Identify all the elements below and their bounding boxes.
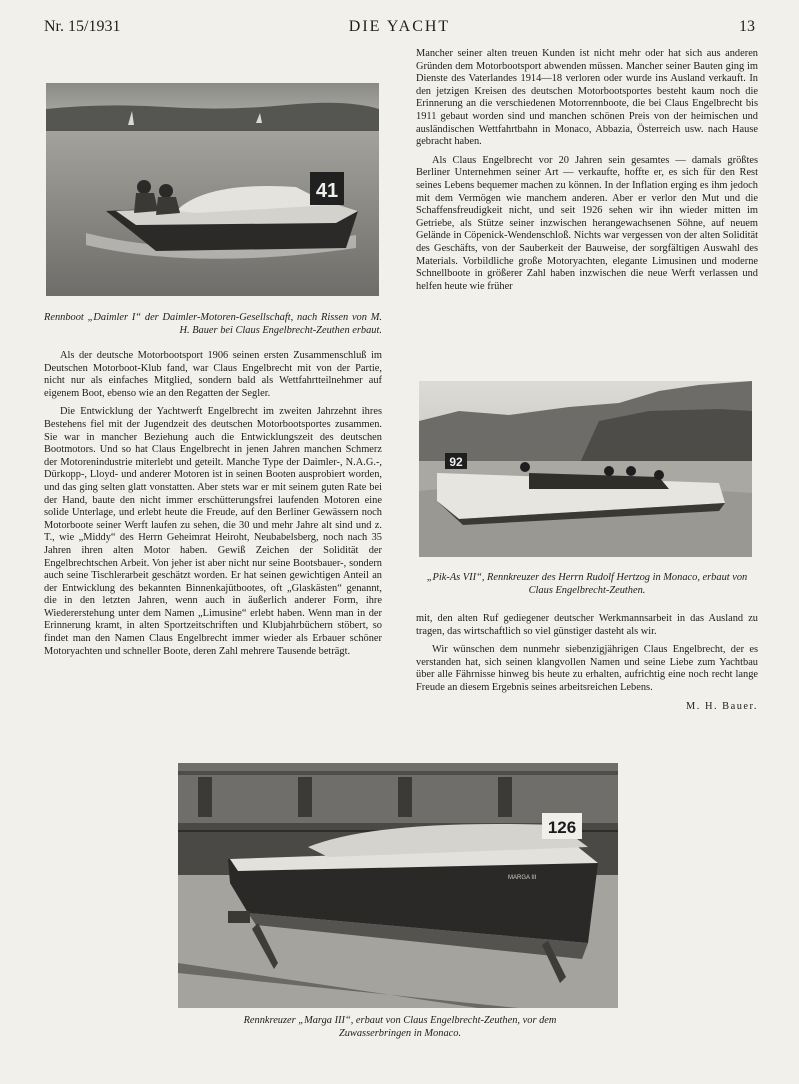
right-paragraph-2: Als Claus Engelbrecht vor 20 Jahren sein gesamtes — damals größtes Berliner Unternehmen seiner Art — verkaufte, hoffte er, es sich für den Rest seines Lebens bequemer machen zu können. In der Inflation erging es ihm jedoch mit dem Vermögen wie manchem anderen. Aber er verlor den Mut und die Schaffensfreudigkeit nicht, und seit 1926 sehen wir ihn wieder mitten im Getriebe, als Stütze seiner inzwischen herangewachsenen Söhne, auf neuem Gelände in Cöpenick-Wendenschloß. Nichts war vergessen von der alten Solidität des Geschäfts, von der Sauberkeit der Bauweise, der sorgfältigen Auswahl des Materials. Vorbildliche große Motoryachten, elegante Limusinen und moderne Schnellboote in größerer Zahl haben inzwischen die neue Werft verlassen und helfen heute wie früher [416, 154, 758, 292]
author-signature: M. H. Bauer. [686, 700, 758, 712]
caption-marga-line-2: Zuwasserbringen in Monaco. [338, 1027, 462, 1039]
caption-photo-daimler: Rennboot „Daimler I“ der Daimler-Motoren-Gesellschaft, nach Rissen von M. H. Bauer bei Claus Engelbrecht-Zeuthen erbaut. [44, 312, 382, 336]
photo3-race-number: 126 [547, 818, 577, 837]
right-paragraph-1: Mancher seiner alten treuen Kunden ist nicht mehr oder hat sich aus anderen Gründen dem Motorbootsport abwenden müssen. Mancher seiner Bauten ging im Dienste des Vaterlandes 1914—18 verloren oder wurde ins Ausland verkauft. In den jetzigen Kreisen des deutschen Motorbootsportes besteht kaum noch die Erinnerung an die verschiedenen Motorrennboote, die bei Claus Engelbrecht bis 1911 gebaut worden sind und manchen schönen Preis von der heimischen und ausländischen Wettfahrtbahn in Monaco, Abbazia, Österreich usw. nach Hause gebracht haben. [416, 48, 758, 148]
left-paragraph-2: Die Entwicklung der Yachtwerft Engelbrecht im zweiten Jahrzehnt ihres Bestehens fiel mit der Jugendzeit des deutschen Motorbootsportes zusammen. Sie war in mancher Beziehung auch die Entwicklungszeit des deutschen Bootmotors. Und so hat Claus Engelbrecht in jenen Jahren manchen Schmerz der Motorenindustrie miterlebt und geteilt. Manche Type der Daimler-, N.A.G.-, Dürkopp-, Lloyd- und anderer Motoren ist in seinen Booten ausprobiert worden, und das ging selten glatt vonstatten. Aber stets war er mit seinem guten Rate bei der Hand, baute den nicht immer erschütterungsfrei laufenden Motoren eine solide Unterlage, und erlebt heute die Freude, auf den Berliner Gewässern noch Motorboote seiner Werft laufen zu sehen, die 30 und mehr Jahre alt sind und z. T., wie „Middy“ des Herrn Geheimrat Heiroht, Neubabelsberg, noch nach 35 Jahren ihren alten Motor haben. Gewiß Zeichen der Solidität der Engelbrechtschen Arbeit. Von jeher ist aber nicht nur seine Bootsbauer-, sondern auch seine Tischlerarbeit geschätzt worden. Er hat seinen gewichtigen Anteil an der Entwicklung des bekannten Binnenkajütbootes, oft „Glaskästen“ genannt, die in den letzten Jahren, wenn auch in äußerlich anderer Form, ihre Wiedererstehung unter dem Namen „Limusine“ erlebt haben. Wenn man in der Erinnerung kramt, in alten Sportzeitschriften und Klubjahrbüchern stöbert, so findet man den Namen Claus Engelbrecht immer wieder als Erbauer schöner Motoryachten und schneller Boote, deren Zahl mehrere Tausende beträgt. [44, 406, 382, 657]
left-paragraph-1: Als der deutsche Motorbootsport 1906 seinen ersten Zusammenschluß im Deutschen Motorboot-Klub fand, war Claus Engelbrecht mit von der Partie, nicht nur als einfaches Mitglied, sondern bald als Wettfahrtteilnehmer auf eigenem Boot, ebenso wie an den Regatten der Segler. [44, 350, 382, 399]
right-column-text-top [416, 48, 758, 299]
photo3-hull-name: MARGA III [508, 875, 537, 881]
photo1-race-number: 41 [315, 180, 339, 202]
page-header [44, 18, 755, 40]
journal-title: DIE YACHT [348, 18, 451, 35]
caption-photo-marga-iii [150, 1015, 650, 1040]
right-paragraph-3: mit, den alten Ruf gediegener deutscher Werkmannsarbeit in das Ausland zu tragen, das wirtschaftlich so viel günstiger dasteht als wir. [416, 613, 758, 637]
right-column-text-bottom [416, 613, 758, 713]
right-paragraph-4: Wir wünschen dem nunmehr siebenzigjährigen Claus Engelbrecht, der es verstanden hat, sich seinen klangvollen Namen und seine Liebe zum Yachtbau über alle Fährnisse hinweg bis heute zu erhalten, aufrichtig eine noch recht lange Freude an diesem Ergebnis seines arbeitsreichen Lebens. [416, 644, 758, 693]
photo-marga-iii [178, 763, 618, 1008]
page-number: 13 [739, 18, 755, 35]
caption-photo-pik-as: „Pik-As VII“, Rennkreuzer des Herrn Rudolf Hertzog in Monaco, erbaut von Claus Engelbrecht-Zeuthen. [426, 572, 748, 596]
photo2-race-number: 92 [449, 455, 463, 469]
photo-pik-as-vii [419, 381, 752, 557]
issue-number: Nr. 15/1931 [44, 18, 121, 35]
left-column-text [44, 350, 382, 664]
caption-marga-line-1: Rennkreuzer „Marga III“, erbaut von Claus Engelbrecht-Zeuthen, vor dem [243, 1015, 557, 1026]
photo-daimler-racing-boat [46, 83, 379, 296]
